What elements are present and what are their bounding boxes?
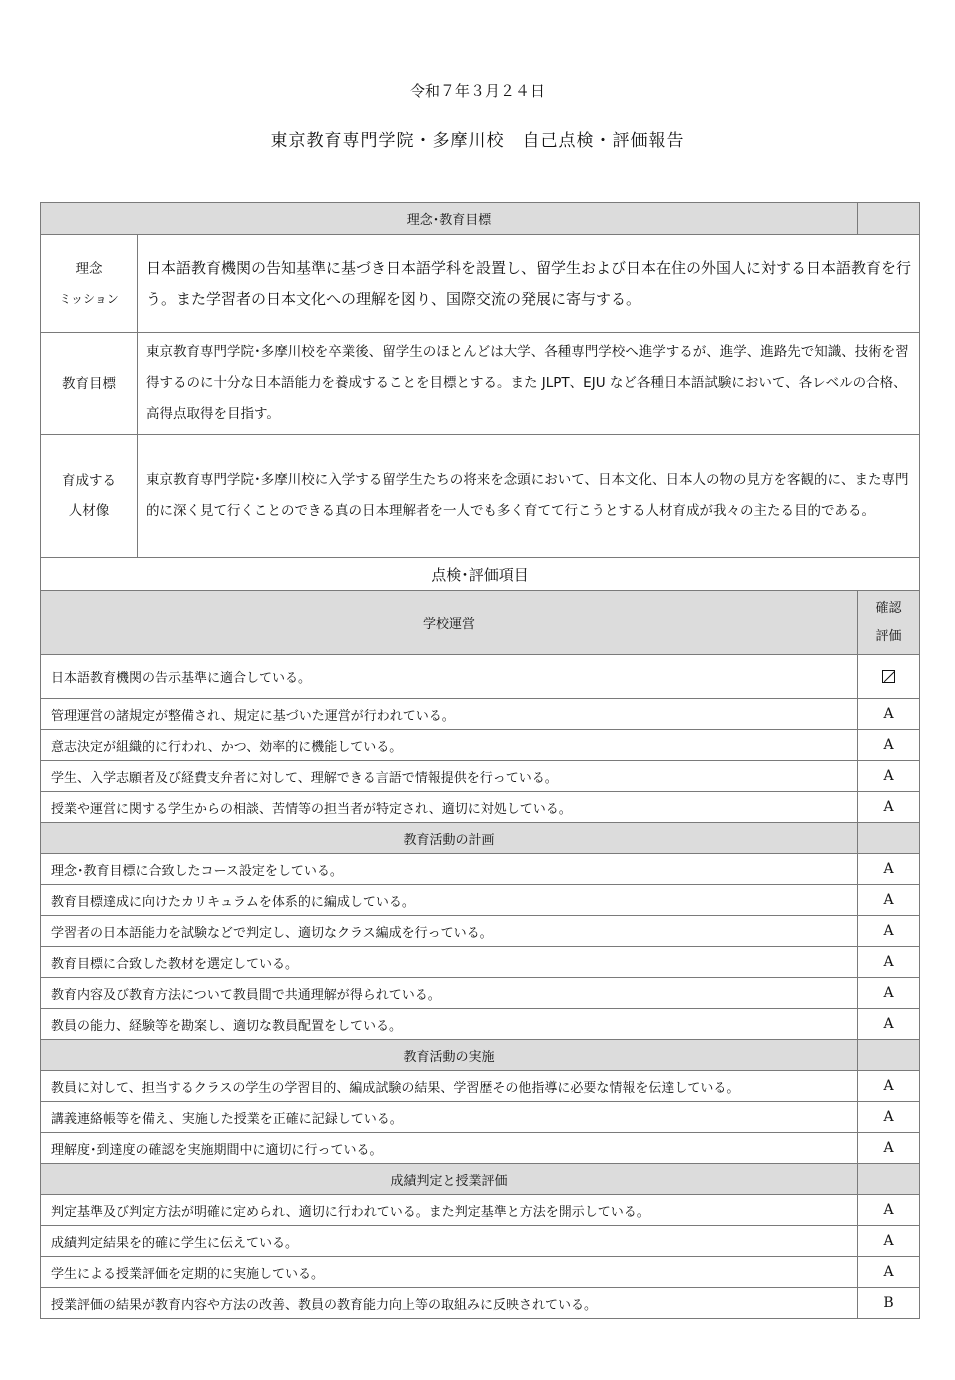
evaluation-item-text: 授業や運営に関する学生からの相談、苦情等の担当者が特定され、適切に対処している。 (41, 792, 858, 823)
rating-header-line: 確認 (875, 600, 902, 616)
evaluation-item-row (41, 1257, 920, 1288)
philosophy-header-row (41, 203, 920, 235)
evaluation-item-row (41, 885, 920, 916)
evaluation-item-rating: A (858, 1226, 920, 1257)
evaluation-item-rating: A (858, 792, 920, 823)
philosophy-row (41, 333, 920, 435)
evaluation-heading: 点検･評価項目 (41, 558, 920, 591)
checked-box-icon (882, 670, 895, 683)
evaluation-item-rating: A (858, 885, 920, 916)
philosophy-label (41, 333, 138, 435)
philosophy-text: 日本語教育機関の告知基準に基づき日本語学科を設置し、留学生および日本在住の外国人に対する日本語教育を行う。また学習者の日本文化への理解を図り、国際交流の発展に寄与する。 (138, 235, 920, 333)
report-title: 東京教育専門学院・多摩川校 自己点検・評価報告 (270, 131, 685, 151)
evaluation-item-row (41, 916, 920, 947)
evaluation-item-rating: A (858, 699, 920, 730)
philosophy-heading-blank (858, 203, 920, 235)
evaluation-item-rating: A (858, 1009, 920, 1040)
philosophy-label-line: 人材像 (68, 503, 110, 519)
evaluation-item-text: 管理運営の諸規定が整備され、規定に基づいた運営が行われている。 (41, 699, 858, 730)
evaluation-item-row (41, 1288, 920, 1319)
philosophy-label (41, 435, 138, 558)
section-header-row (41, 1164, 920, 1195)
evaluation-item-row (41, 792, 920, 823)
evaluation-item-rating: A (858, 730, 920, 761)
evaluation-item-text: 学習者の日本語能力を試験などで判定し、適切なクラス編成を行っている。 (41, 916, 858, 947)
section-title: 学校運営 (41, 591, 858, 655)
evaluation-item-text: 理解度･到達度の確認を実施期間中に適切に行っている。 (41, 1133, 858, 1164)
evaluation-item-text: 教員に対して、担当するクラスの学生の学習目的、編成試験の結果、学習歴その他指導に必要な情報を伝達している。 (41, 1071, 858, 1102)
evaluation-item-rating (858, 655, 920, 699)
evaluation-item-rating: A (858, 978, 920, 1009)
evaluation-table-body (41, 203, 920, 1319)
evaluation-item-row (41, 699, 920, 730)
evaluation-item-rating: A (858, 1133, 920, 1164)
evaluation-item-row (41, 1102, 920, 1133)
philosophy-row (41, 435, 920, 558)
philosophy-heading: 理念･教育目標 (41, 203, 858, 235)
evaluation-item-text: 学生による授業評価を定期的に実施している。 (41, 1257, 858, 1288)
evaluation-item-rating: A (858, 1102, 920, 1133)
evaluation-item-row (41, 730, 920, 761)
philosophy-label-line: 教育目標 (62, 375, 116, 392)
evaluation-item-row (41, 854, 920, 885)
evaluation-item-rating: A (858, 1071, 920, 1102)
evaluation-item-text: 判定基準及び判定方法が明確に定められ、適切に行われている。また判定基準と方法を開示している。 (41, 1195, 858, 1226)
rating-header (858, 1040, 920, 1071)
evaluation-table (40, 202, 920, 1319)
evaluation-item-text: 意志決定が組織的に行われ、かつ、効率的に機能している。 (41, 730, 858, 761)
evaluation-item-row (41, 978, 920, 1009)
evaluation-item-text: 教育内容及び教育方法について教員間で共通理解が得られている。 (41, 978, 858, 1009)
section-header-row (41, 1040, 920, 1071)
evaluation-item-row (41, 655, 920, 699)
evaluation-item-row (41, 1195, 920, 1226)
evaluation-item-text: 教育目標に合致した教材を選定している。 (41, 947, 858, 978)
evaluation-item-text: 講義連絡帳等を備え、実施した授業を正確に記録している。 (41, 1102, 858, 1133)
evaluation-item-text: 理念･教育目標に合致したコース設定をしている。 (41, 854, 858, 885)
evaluation-item-rating: A (858, 916, 920, 947)
rating-header (858, 591, 920, 655)
philosophy-text: 東京教育専門学院･多摩川校を卒業後、留学生のほとんどは大学、各種専門学校へ進学するが、進学、進路先で知識、技術を習得するのに十分な日本語能力を養成することを目標とする。また JLPT、EJU など各種日本語試験において、各レベルの合格、高得点取得を目指す。 (138, 333, 920, 435)
evaluation-item-row (41, 947, 920, 978)
evaluation-heading-row (41, 558, 920, 591)
section-header-row (41, 591, 920, 655)
rating-header (858, 823, 920, 854)
philosophy-label (41, 235, 138, 333)
evaluation-item-rating: A (858, 761, 920, 792)
evaluation-item-text: 日本語教育機関の告示基準に適合している。 (41, 655, 858, 699)
evaluation-item-rating: A (858, 854, 920, 885)
rating-header-line: 評価 (875, 628, 902, 644)
philosophy-label-line: 理念 (75, 260, 103, 277)
evaluation-item-text: 成績判定結果を的確に学生に伝えている。 (41, 1226, 858, 1257)
rating-header (858, 1164, 920, 1195)
evaluation-item-text: 学生、入学志願者及び経費支弁者に対して、理解できる言語で情報提供を行っている。 (41, 761, 858, 792)
evaluation-item-text: 教育目標達成に向けたカリキュラムを体系的に編成している。 (41, 885, 858, 916)
evaluation-item-row (41, 1009, 920, 1040)
evaluation-item-rating: B (858, 1288, 920, 1319)
section-title: 教育活動の実施 (41, 1040, 858, 1071)
philosophy-label-line: ミッション (59, 291, 119, 306)
report-date: 令和７年３月２４日 (409, 82, 545, 100)
section-title: 教育活動の計画 (41, 823, 858, 854)
section-title: 成績判定と授業評価 (41, 1164, 858, 1195)
evaluation-item-rating: A (858, 1257, 920, 1288)
evaluation-item-row (41, 1226, 920, 1257)
evaluation-item-text: 教員の能力、経験等を勘案し、適切な教員配置をしている。 (41, 1009, 858, 1040)
section-header-row (41, 823, 920, 854)
evaluation-item-row (41, 1133, 920, 1164)
philosophy-label-line: 育成する (62, 473, 116, 489)
evaluation-item-rating: A (858, 1195, 920, 1226)
evaluation-item-row (41, 761, 920, 792)
evaluation-item-row (41, 1071, 920, 1102)
evaluation-item-text: 授業評価の結果が教育内容や方法の改善、教員の教育能力向上等の取組みに反映されている。 (41, 1288, 858, 1319)
philosophy-text: 東京教育専門学院･多摩川校に入学する留学生たちの将来を念頭において、日本文化、日本人の物の見方を客観的に、また専門的に深く見て行くことのできる真の日本理解者を一人でも多く育てて行こうとする人材育成が我々の主たる目的である。 (138, 435, 920, 558)
philosophy-row (41, 235, 920, 333)
evaluation-item-rating: A (858, 947, 920, 978)
